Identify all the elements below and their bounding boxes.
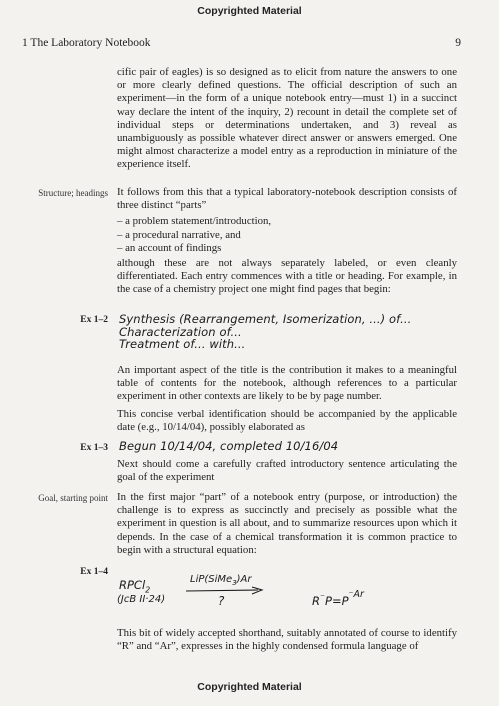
running-head bbox=[22, 36, 461, 50]
list-item: – a problem statement/introduction, bbox=[117, 215, 272, 228]
reactant-subscript: 2 bbox=[145, 585, 151, 595]
handwritten-line: Characterization of... bbox=[119, 324, 242, 339]
copyright-notice-top: Copyrighted Material bbox=[197, 5, 302, 17]
list-item: – a procedural narrative, and bbox=[117, 228, 241, 241]
paragraph-text: cific pair of eagles) is so designed as to elicit from nature the answers to one or more clearly defined questions. The official description of such an experiment—in the form of a unique notebook entry—must 1) in a succinct way declare the intent of the inquiry, 2) recount in detail the complete set of individual steps or determinations undertaken, and 3) reveal as unambiguously as possible whatever direct answer or answers emerged. One might almost characterize a model entry as a reproduction in miniature of the experience itself. bbox=[117, 66, 457, 171]
paragraph-text: Next should come a carefully crafted introductory sentence articulating the goal of the experiment bbox=[117, 458, 457, 484]
parts-list bbox=[117, 215, 457, 255]
reagent-text: LiP(SiMe bbox=[190, 574, 233, 585]
page-number: 9 bbox=[455, 37, 461, 49]
handwritten-date-line: Begun 10/14/04, completed 10/16/04 bbox=[119, 439, 339, 453]
paragraph-intro-sentence bbox=[117, 458, 457, 484]
handwritten-title-examples bbox=[119, 313, 411, 351]
paragraph-text: although these are not always separately labeled, or even cleanly differentiated. Each entry commences with a title or heading. For example, in the case of a chemistry project one might find pages that begin: bbox=[117, 257, 457, 296]
paragraph-text: This concise verbal identification should be accompanied by the applicable date (e.g., 10/14/04), possibly elaborated as bbox=[117, 407, 457, 433]
paragraph-text: In the first major “part” of a notebook entry (purpose, or introduction) the challenge is to express as succinctly and precisely as possible what the experiment in question is all about, and to summarize resources upon which it depends. In the case of a chemical transformation it is common practice to begin with a structural equation: bbox=[117, 491, 457, 556]
paragraph-first-part bbox=[117, 491, 457, 557]
product-formula: $R^{^-}P=P^{^-Ar}$ bbox=[312, 589, 364, 608]
chapter-title: 1 The Laboratory Notebook bbox=[22, 37, 151, 49]
unknown-conditions: ? bbox=[218, 594, 225, 608]
paragraph-text: This bit of widely accepted shorthand, suitably annotated of course to identify “R” and “Ar”, expresses in the highly condensed formula language of bbox=[117, 627, 457, 653]
sidenote-structure: Structure; headings bbox=[38, 188, 108, 198]
reaction-arrow-icon bbox=[184, 586, 266, 596]
notebook-reference: (JcB II·24) bbox=[117, 594, 166, 605]
sidenote-goal: Goal, starting point bbox=[38, 493, 108, 503]
paragraph-shorthand bbox=[117, 627, 457, 653]
reactant-formula bbox=[119, 578, 150, 594]
product-diphosphene: P=P bbox=[325, 593, 349, 608]
paragraph-structure bbox=[117, 186, 457, 297]
copyright-notice-bottom: Copyrighted Material bbox=[197, 681, 302, 693]
product-r-group: R bbox=[312, 593, 320, 608]
reagent-subscript: 3 bbox=[232, 579, 237, 587]
reagent-text-end: )Ar bbox=[236, 574, 252, 585]
example-label-1-3: Ex 1–3 bbox=[80, 443, 108, 453]
paragraph-continued bbox=[117, 66, 457, 172]
handwritten-line: Synthesis (Rearrangement, Isomerization, ...) of... bbox=[119, 312, 412, 326]
list-item: – an account of findings bbox=[117, 241, 222, 254]
product-aryl-group: Ar bbox=[353, 589, 364, 600]
handwritten-line: Treatment of... with... bbox=[119, 337, 246, 351]
paragraph-text: An important aspect of the title is the contribution it makes to a meaningful table of contents for the notebook, although references to a particular experiment in other contexts are likely to be by page number. bbox=[117, 364, 457, 403]
example-label-1-4: Ex 1–4 bbox=[80, 567, 108, 577]
reactant-text: RPCl bbox=[119, 578, 146, 592]
paragraph-title-aspect bbox=[117, 364, 457, 434]
example-label-1-2: Ex 1–2 bbox=[80, 315, 108, 325]
paragraph-text: It follows from this that a typical laboratory-notebook description consists of three distinct “parts” bbox=[117, 186, 457, 212]
